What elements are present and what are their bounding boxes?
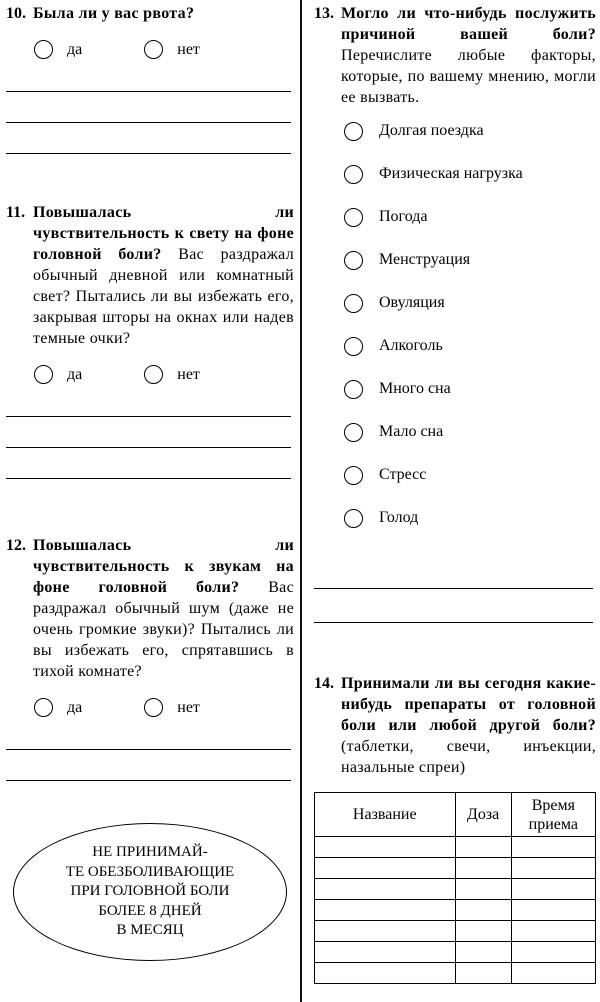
radio-circle-icon[interactable] xyxy=(344,208,363,227)
table-cell[interactable] xyxy=(511,942,595,963)
table-cell[interactable] xyxy=(315,921,456,942)
table-row xyxy=(315,963,596,984)
question-text-bold: Могло ли что-нибудь послужить причиной вашей боли? xyxy=(341,5,596,43)
table-row xyxy=(315,879,596,900)
radio-circle-icon[interactable] xyxy=(344,380,363,399)
question-number: 12. xyxy=(6,537,26,554)
table-cell[interactable] xyxy=(511,900,595,921)
table-cell[interactable] xyxy=(315,879,456,900)
question-text xyxy=(33,535,294,682)
factor-label: Физическая нагрузка xyxy=(379,165,523,182)
factor-option[interactable] xyxy=(344,378,596,400)
table-row xyxy=(315,837,596,858)
question-14 xyxy=(314,673,596,778)
col-header-dose: Доза xyxy=(455,793,511,837)
write-in-line[interactable] xyxy=(6,61,291,92)
table-row xyxy=(315,858,596,879)
q10-yes-no-row xyxy=(34,40,294,59)
option-yes-label: да xyxy=(67,365,83,383)
table-cell[interactable] xyxy=(315,858,456,879)
option-no[interactable] xyxy=(144,365,200,384)
radio-circle-icon[interactable] xyxy=(344,251,363,270)
table-row xyxy=(315,921,596,942)
radio-circle-icon[interactable] xyxy=(344,122,363,141)
radio-circle-icon[interactable] xyxy=(34,40,53,59)
factor-option[interactable] xyxy=(344,249,596,271)
radio-circle-icon[interactable] xyxy=(344,165,363,184)
radio-circle-icon[interactable] xyxy=(144,40,163,59)
q13-factor-list xyxy=(314,120,596,529)
table-cell[interactable] xyxy=(511,858,595,879)
question-12 xyxy=(6,535,294,682)
col-header-name: Название xyxy=(315,793,456,837)
write-in-line[interactable] xyxy=(6,448,291,479)
radio-circle-icon[interactable] xyxy=(344,509,363,528)
option-no-label: нет xyxy=(177,365,200,383)
q11-yes-no-row xyxy=(34,365,294,384)
question-text xyxy=(33,202,294,349)
radio-circle-icon[interactable] xyxy=(144,365,163,384)
write-in-line[interactable] xyxy=(6,92,291,123)
option-yes[interactable] xyxy=(34,40,82,59)
write-in-line[interactable] xyxy=(314,589,593,623)
warning-oval xyxy=(13,823,287,961)
question-10 xyxy=(6,3,294,24)
table-cell[interactable] xyxy=(455,900,511,921)
col-header-time: Время приема xyxy=(511,793,595,837)
question-number: 14. xyxy=(314,675,334,692)
factor-option[interactable] xyxy=(344,206,596,228)
medications-table xyxy=(314,792,596,984)
radio-circle-icon[interactable] xyxy=(34,698,53,717)
table-header-row xyxy=(315,793,596,837)
question-text xyxy=(33,3,294,24)
right-column xyxy=(314,0,596,984)
table-cell[interactable] xyxy=(511,963,595,984)
question-text-bold: Была ли у вас рвота? xyxy=(33,5,195,22)
factor-option[interactable] xyxy=(344,292,596,314)
write-in-line[interactable] xyxy=(6,123,291,154)
table-cell[interactable] xyxy=(315,900,456,921)
radio-circle-icon[interactable] xyxy=(344,337,363,356)
warning-text-line: НЕ ПРИНИМАЙ- xyxy=(92,844,208,861)
radio-circle-icon[interactable] xyxy=(144,698,163,717)
question-text-rest: (таблетки, свечи, инъекции, назальные спреи) xyxy=(341,738,596,776)
table-cell[interactable] xyxy=(455,942,511,963)
question-11 xyxy=(6,202,294,349)
warning-text-line: ТЕ ОБЕЗБОЛИВАЮЩИЕ xyxy=(65,863,235,880)
factor-label: Голод xyxy=(379,509,419,526)
factor-option[interactable] xyxy=(344,120,596,142)
factor-option[interactable] xyxy=(344,507,596,529)
option-no[interactable] xyxy=(144,40,200,59)
factor-label: Овуляция xyxy=(379,294,445,311)
warning-text-line: В МЕСЯЦ xyxy=(116,922,184,939)
question-text-rest: Вас раздражал обычный дневной или комнатный свет? Пытались ли вы избежать его, закрывая шторы на окнах или надев темные очки? xyxy=(33,246,294,347)
table-cell[interactable] xyxy=(455,879,511,900)
table-cell[interactable] xyxy=(511,879,595,900)
option-no[interactable] xyxy=(144,698,200,717)
option-yes-label: да xyxy=(67,40,83,58)
option-yes[interactable] xyxy=(34,698,82,717)
table-cell[interactable] xyxy=(511,837,595,858)
option-yes[interactable] xyxy=(34,365,82,384)
radio-circle-icon[interactable] xyxy=(344,423,363,442)
write-in-line[interactable] xyxy=(6,750,291,781)
table-cell[interactable] xyxy=(455,963,511,984)
column-divider xyxy=(300,0,302,1002)
factor-label: Много сна xyxy=(379,380,451,397)
write-in-line[interactable] xyxy=(6,417,291,448)
option-yes-label: да xyxy=(67,698,83,716)
factor-option[interactable] xyxy=(344,464,596,486)
question-text xyxy=(341,673,596,778)
q11-write-in-lines xyxy=(6,386,294,479)
radio-circle-icon[interactable] xyxy=(34,365,53,384)
factor-label: Долгая поездка xyxy=(379,122,484,139)
warning-text-line: БОЛЕЕ 8 ДНЕЙ xyxy=(98,902,202,919)
radio-circle-icon[interactable] xyxy=(344,294,363,313)
q13-write-in-lines xyxy=(314,555,596,623)
question-text-bold: Повышалась ли чувствительность к звукам на фоне головной боли? xyxy=(33,537,294,596)
table-row xyxy=(315,900,596,921)
table-cell[interactable] xyxy=(455,921,511,942)
table-cell[interactable] xyxy=(315,837,456,858)
option-no-label: нет xyxy=(177,698,200,716)
q10-write-in-lines xyxy=(6,61,294,154)
question-text-rest: Перечислите любые факторы, которые, по вашему мнению, могли ее вызвать. xyxy=(341,47,596,106)
factor-option[interactable] xyxy=(344,163,596,185)
write-in-line[interactable] xyxy=(6,719,291,750)
table-cell[interactable] xyxy=(315,963,456,984)
factor-label: Стресс xyxy=(379,466,427,483)
option-no-label: нет xyxy=(177,40,200,58)
radio-circle-icon[interactable] xyxy=(344,466,363,485)
table-row xyxy=(315,942,596,963)
question-text-rest: Вас раздражал обычный шум (даже не очень громкие звуки)? Пытались ли вы избежать его, спрятавшись в тихой комнате? xyxy=(33,579,294,680)
table-cell[interactable] xyxy=(455,837,511,858)
question-number: 13. xyxy=(314,5,334,22)
factor-option[interactable] xyxy=(344,335,596,357)
q12-write-in-lines xyxy=(6,719,294,781)
warning-text-line: ПРИ ГОЛОВНОЙ БОЛИ xyxy=(70,883,230,900)
write-in-line[interactable] xyxy=(6,386,291,417)
factor-option[interactable] xyxy=(344,421,596,443)
question-number: 10. xyxy=(6,5,26,22)
factor-label: Алкоголь xyxy=(379,337,443,354)
q12-yes-no-row xyxy=(34,698,294,717)
table-cell[interactable] xyxy=(511,921,595,942)
left-column xyxy=(6,0,294,961)
write-in-line[interactable] xyxy=(314,555,593,589)
factor-label: Мало сна xyxy=(379,423,444,440)
question-number: 11. xyxy=(6,204,26,221)
table-cell[interactable] xyxy=(455,858,511,879)
factor-label: Погода xyxy=(379,208,428,225)
question-13 xyxy=(314,3,596,108)
question-text-bold: Принимали ли вы сегодня какие-нибудь препараты от головной боли или любой другой боли? xyxy=(341,675,596,734)
table-cell[interactable] xyxy=(315,942,456,963)
question-text xyxy=(341,3,596,108)
question-text-bold: Повышалась ли чувствительность к свету на фоне головной боли? xyxy=(33,204,294,263)
factor-label: Менструация xyxy=(379,251,471,268)
